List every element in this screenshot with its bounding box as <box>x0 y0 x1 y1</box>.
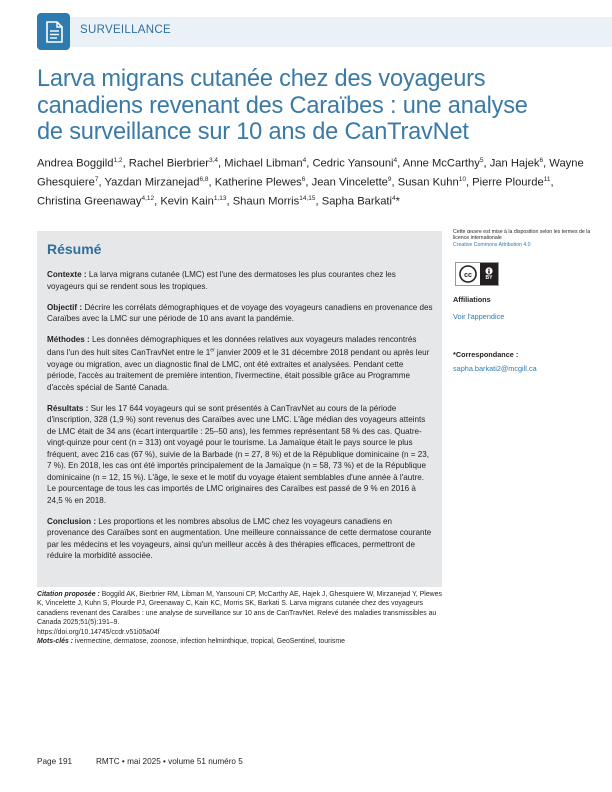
appendix-link[interactable]: Voir l'appendice <box>453 312 505 321</box>
abstract-box <box>37 231 442 587</box>
correspondence-email[interactable]: sapha.barkati2@mcgill.ca <box>453 364 537 373</box>
journal-info: RMTC • mai 2025 • volume 51 numéro 5 <box>96 757 243 766</box>
author-list: Andrea Boggild$^{1,2}$, Rachel Bierbrier$^{3,4}$, Michael Libman$^4$, Cedric Yansouni$^4$, Anne McCarthy$^5$, Jan Hajek$^6$, Wayne Ghesquiere$^7$, Yazdan Mirzanejad$^{6,8}$, Katherine Plewes$^6$, Jean Vincelette$^9$, Susan Kuhn$^{10}$, Pierre Plourde$^{11}$, Christina Greenaway$^{4,12}$, Kevin Kain$^{1,13}$, Shaun Morris$^{14,15}$, Sapha Barkati$^4$* <box>37 157 584 208</box>
person-icon <box>485 267 493 275</box>
license-link[interactable]: Creative Commons Attribution 4.0 <box>453 241 531 248</box>
keywords-label: Mots-clés : <box>37 638 73 646</box>
svg-text:cc: cc <box>464 272 472 279</box>
abstract-objective: Objectif : Décrire les corrélats démographiques et de voyage des voyageurs canadiens en provenance des Caraïbes avec la LMC sur une période de 10 ans avant la pandémie. <box>47 302 433 323</box>
suggested-citation <box>37 590 442 646</box>
keywords-text: ivermectine, dermatose, zoonose, infection helminthique, tropical, GeoSentinel, tourisme <box>73 638 345 646</box>
citation-label: Citation proposée : <box>37 591 100 598</box>
affiliations-label: Affiliations <box>453 295 491 304</box>
section-label: SURVEILLANCE <box>80 24 171 36</box>
abstract-results: Résultats : Sur les 17 644 voyageurs qui se sont présentés à CanTravNet au cours de la période d'inscription, 328 (1,9 %) sont revenus des Caraïbes avec une LMC. L'âge médian des voyageurs atteints de LMC était de 34 ans (écart interquartile : 25–50 ans), les femmes représentant 58 % des cas. Quatre-vingt-quinze pour cent (n = 313) ont voyagé pour le tourisme. La Jamaïque était le pays source le plus fréquent, avec 216 cas (67 %), suivie de la Barbade (n = 27, 8 %) et de la République dominicaine (n = 23, 7 %). En 2018, les cas ont été importés principalement de la Jamaïque (n = 58, 73 %) et de la République dominicaine (n = 12, 15 %). L'âge, le sexe et le motif du voyage étaient semblables d'une année à l'autre. Le pourcentage de tous les cas importés de LMC originaires des Caraïbes est passé de 9 % en 2016 à 24,5 % en 2018. <box>47 403 429 505</box>
license-note: Cette œuvre est mise à la disposition selon les termes de la licence internationale Creative Commons Attribution 4.0 <box>453 229 591 248</box>
article-title: Larva migrans cutanée chez des voyageurs canadiens revenant des Caraïbes : une analyse de surveillance sur 10 ans de CanTravNet <box>37 66 528 145</box>
abstract-methods: Méthodes : Les données démographiques et les données relatives aux voyageurs malades rencontrés dans l'un des huit sites CanTravNet entre le 1er janvier 2009 et le 31 décembre 2018 pendant ou après leur voyage ou migration, avec un diagnostic final de LMC, ont été extraites et analysées. Pendant cette période, l'accès au traitement de première intention, l'ivermectine, était possible grâce au Programme d'accès spécial de Santé Canada. <box>47 335 430 392</box>
cc-by-label: BY <box>485 275 493 281</box>
page-footer <box>37 757 243 766</box>
document-icon <box>45 21 63 43</box>
correspondence-label: *Correspondance : <box>453 350 519 359</box>
abstract-conclusion: Conclusion : Les proportions et les nombres absolus de LMC chez les voyageurs canadiens en provenance des Caraïbes sont en augmentation. Une meilleure connaissance de cette dermatose courante par les médecins et les voyageurs, ainsi qu'un meilleur accès à des thérapies efficaces, permettront de réduire la morbidité associée. <box>47 516 432 561</box>
abstract-context: Contexte : La larva migrans cutanée (LMC) est l'une des dermatoses les plus courantes chez les voyageurs qui se rendent sous les tropiques. <box>47 270 396 291</box>
cc-icon <box>459 265 477 283</box>
citation-text: Boggild AK, Bierbrier RM, Libman M, Yansouni CP, McCarthy AE, Hajek J, Ghesquiere W, Mirzanejad Y, Plewes K, Vincelette J, Kuhn S, Plourde PJ, Greenaway C, Kain KC, Morris SK, Barkati S. Larva migrans cutanée chez des voyageurs canadiens revenant des Caraïbes : une analyse de surveillance sur 10 ans de CanTravNet. Relevé des maladies transmissibles au Canada 2025;51(5):191–9. <box>37 591 442 627</box>
doi-link[interactable]: https://doi.org/10.14745/ccdr.v51i05a04f <box>37 628 160 636</box>
cc-by-badge[interactable] <box>455 262 499 286</box>
abstract-heading: Résumé <box>47 241 102 257</box>
header-badge <box>37 13 70 50</box>
page-number: Page 191 <box>37 757 73 766</box>
